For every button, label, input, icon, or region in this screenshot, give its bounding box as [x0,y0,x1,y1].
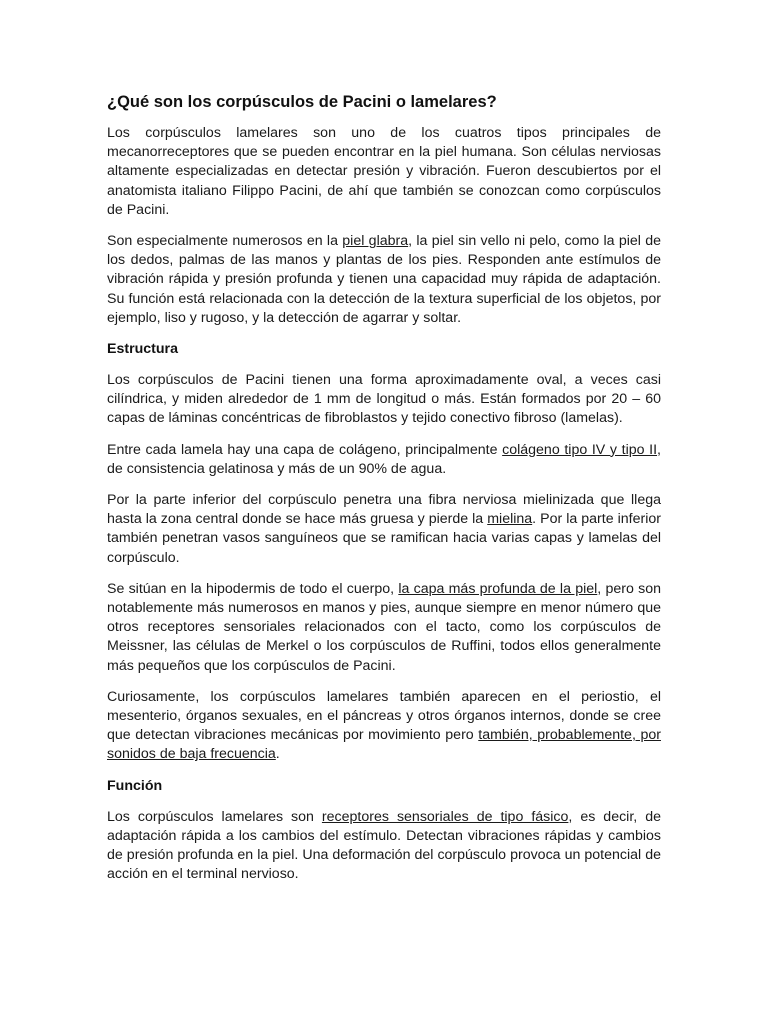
text-span: Curiosamente, los corpúsculos lamelares también aparecen en el periostio, el mesenterio, órganos sexuales, en el páncreas y otros órganos internos, donde se cree que detectan vibraciones mecánicas por movimiento pero [107,688,661,744]
link-sonidos-baja-frecuencia[interactable]: también, probablemente, por sonidos de baja frecuencia [107,727,661,763]
page-title: ¿Qué son los corpúsculos de Pacini o lamelares? [107,93,497,111]
text-span: . [275,746,280,763]
funcion-paragraph-1 [107,808,661,885]
estructura-paragraph-4 [107,580,661,676]
intro-paragraph-1: Los corpúsculos lamelares son uno de los cuatros tipos principales de mecanorreceptores que se pueden encontrar en la piel humana. Son células nerviosas altamente especializadas en detectar presión y vibración. Fueron descubiertos por el anatomista italiano Filippo Pacini, de ahí que también se conozcan como corpúsculos de Pacini. [107,125,661,218]
estructura-paragraph-5 [107,688,661,765]
link-piel-glabra[interactable]: piel glabra [342,233,409,250]
text-span: . Por la parte inferior también penetran vasos sanguíneos que se ramifican hacia varias capas y lamelas del corpúsculo. [107,511,661,566]
link-mielina[interactable]: mielina [487,511,533,528]
estructura-paragraph-2 [107,441,661,479]
link-capa-profunda-piel[interactable]: la capa más profunda de la piel [398,580,598,597]
text-span: , de consistencia gelatinosa y más de un 90% de agua. [107,441,661,477]
section-heading-funcion: Función [107,777,163,794]
text-span: Por la parte inferior del corpúsculo penetra una fibra nerviosa mielinizada que llega hasta la zona central donde se hace más gruesa y pierde la [107,492,661,528]
link-receptores-fasico[interactable]: receptores sensoriales de tipo fásico [321,808,569,825]
section-heading-estructura: Estructura [107,341,178,358]
text-span: Los corpúsculos lamelares son [107,808,322,825]
text-span: , es decir, de adaptación rápida a los cambios del estímulo. Detectan vibraciones rápidas y cambios de presión profunda en la piel. Una deformación del corpúsculo provoca un potencial de acción en el terminal nervioso. [107,808,661,883]
text-span: , pero son notablemente más numerosos en manos y pies, aunque siempre en menor número que otros receptores sensoriales relacionados con el tacto, como los corpúsculos de Meissner, las células de Merkel o los corpúsculos de Ruffini, todos ellos generalmente más pequeños que los corpúsculos de Pacini. [107,580,661,674]
intro-paragraph-2 [107,232,661,328]
text-span: , la piel sin vello ni pelo, como la piel de los dedos, palmas de las manos y plantas de los pies. Responden ante estímulos de vibración rápida y presión profunda y tienen una capacidad muy rápida de adaptación. Su función está relacionada con la detección de la textura superficial de los objetos, por ejemplo, liso y rugoso, y la detección de agarrar y soltar. [107,233,661,326]
text-span: Entre cada lamela hay una capa de colágeno, principalmente [107,441,503,458]
link-colageno-tipo[interactable]: colágeno tipo IV y tipo II [502,441,658,458]
text-span: Se sitúan en la hipodermis de todo el cuerpo, [107,580,399,597]
estructura-paragraph-3 [107,491,661,568]
estructura-paragraph-1: Los corpúsculos de Pacini tienen una forma aproximadamente oval, a veces casi cilíndrica, y miden alrededor de 1 mm de longitud o más. Están formados por 20 – 60 capas de láminas concéntricas de fibroblastos y tejido conectivo fibroso (lamelas). [107,372,661,427]
text-span: Son especialmente numerosos en la [107,233,343,250]
document-page [107,92,661,897]
